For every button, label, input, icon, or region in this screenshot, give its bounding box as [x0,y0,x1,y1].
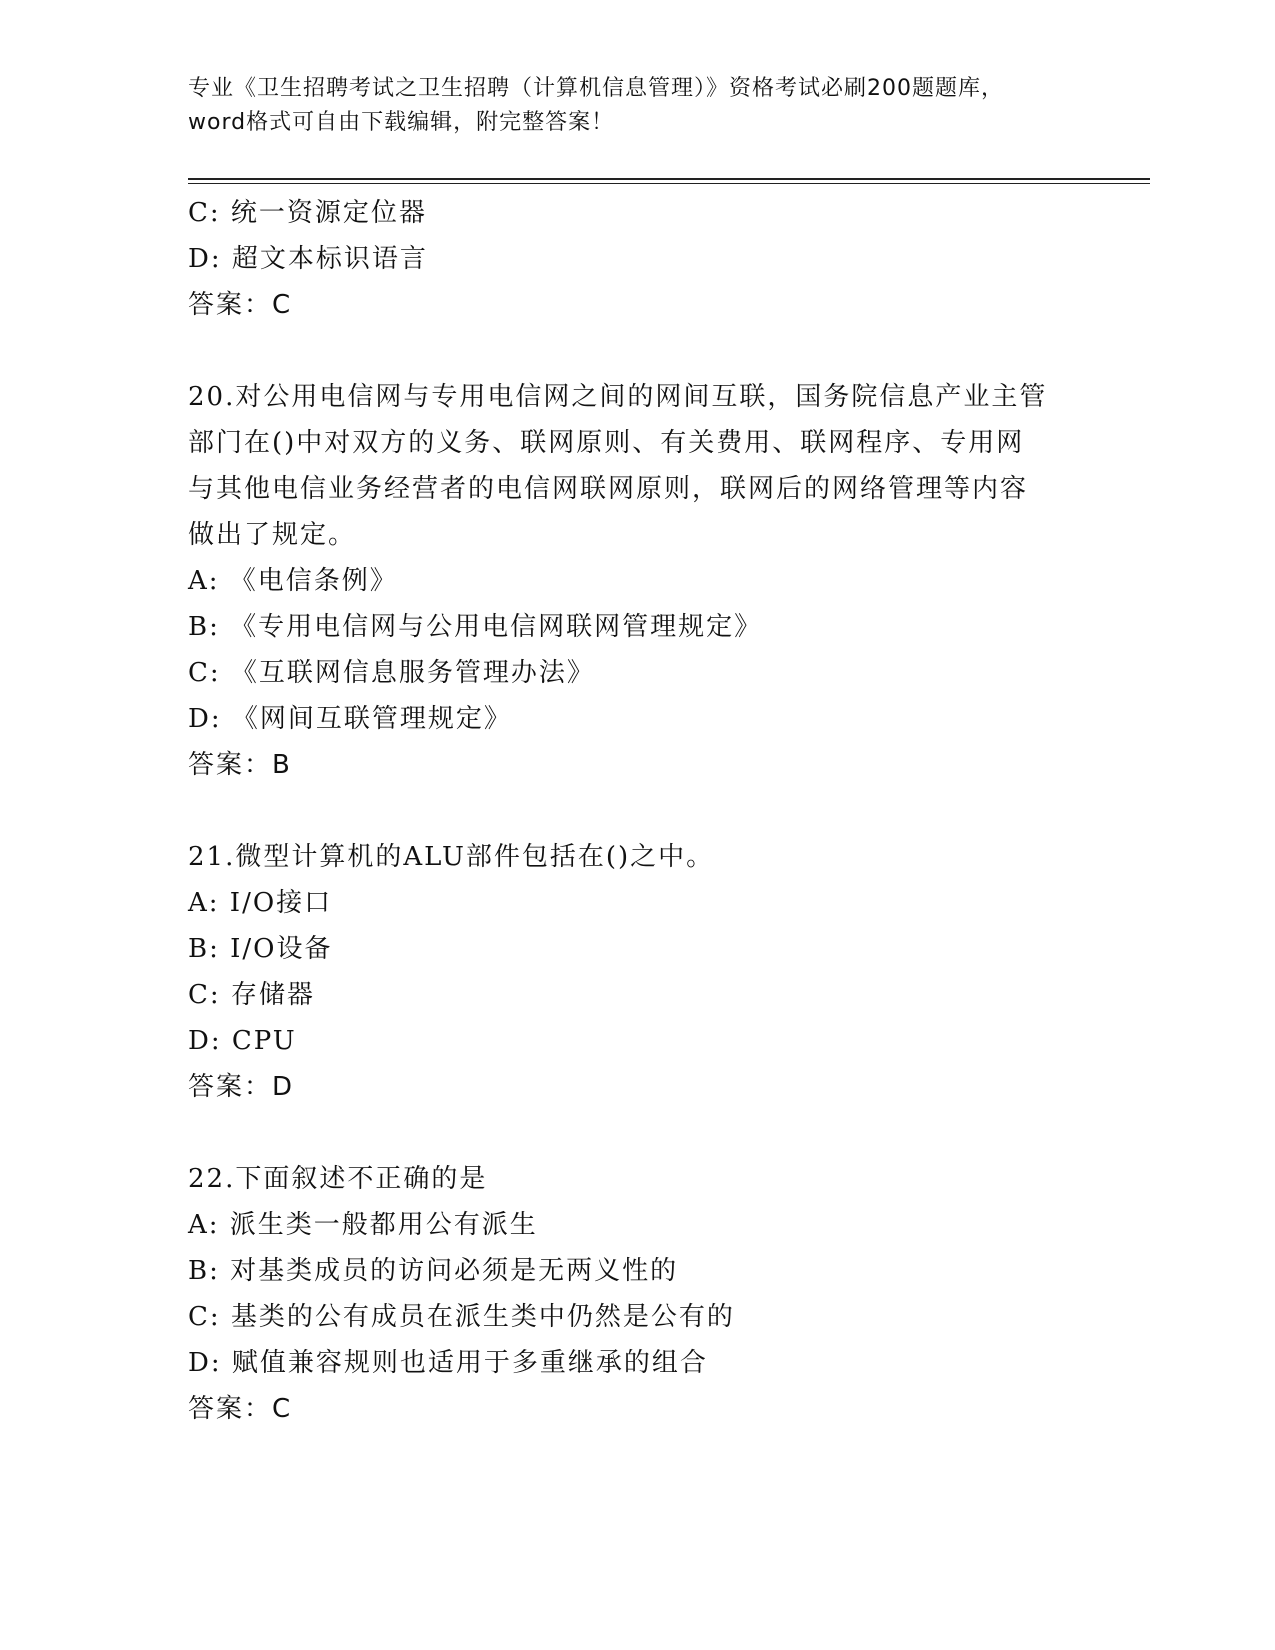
question-stem-line: 做出了规定。 [188,520,357,550]
question-list [188,190,1088,1432]
question-20 [188,374,1088,788]
answer-label: 答案：C [188,1394,293,1424]
header-divider-thin [188,183,1150,184]
option-a: A: 《电信条例》 [188,566,398,596]
option-b: B: I/O设备 [188,934,333,964]
option-d: D: CPU [188,1026,297,1056]
header-line-1: 专业《卫生招聘考试之卫生招聘（计算机信息管理）》资格考试必刷200题题库， [188,76,1004,101]
spacer [188,328,1088,374]
option-d: D: 赋值兼容规则也适用于多重继承的组合 [188,1348,708,1378]
header-divider-thick [188,178,1150,180]
question-stem-line: 部门在()中对双方的义务、联网原则、有关费用、联网程序、专用网 [188,428,1025,458]
question-22 [188,1156,1088,1432]
option-c: C: 统一资源定位器 [188,198,427,228]
answer-label: 答案：D [188,1072,295,1102]
question-stem-line: 20.对公用电信网与专用电信网之间的网间互联，国务院信息产业主管 [188,382,1048,412]
question-stem-line: 与其他电信业务经营者的电信网联网原则，联网后的网络管理等内容 [188,474,1029,504]
question-stem: 21.微型计算机的ALU部件包括在()之中。 [188,842,715,872]
answer-label: 答案：C [188,290,293,320]
option-c: C: 《互联网信息服务管理办法》 [188,658,595,688]
answer-label: 答案：B [188,750,292,780]
option-b: B: 对基类成员的访问必须是无两义性的 [188,1256,679,1286]
option-d: D: 超文本标识语言 [188,244,428,274]
option-c: C: 基类的公有成员在派生类中仍然是公有的 [188,1302,735,1332]
question-19-tail [188,190,1088,328]
question-21 [188,834,1088,1110]
option-a: A: 派生类一般都用公有派生 [188,1210,538,1240]
document-header [188,72,1088,140]
option-c: C: 存储器 [188,980,315,1010]
option-b: B: 《专用电信网与公用电信网联网管理规定》 [188,612,763,642]
header-line-2: word格式可自由下载编辑，附完整答案！ [188,110,615,135]
spacer [188,1110,1088,1156]
question-stem: 22.下面叙述不正确的是 [188,1164,488,1194]
spacer [188,788,1088,834]
option-d: D: 《网间互联管理规定》 [188,704,512,734]
option-a: A: I/O接口 [188,888,333,918]
